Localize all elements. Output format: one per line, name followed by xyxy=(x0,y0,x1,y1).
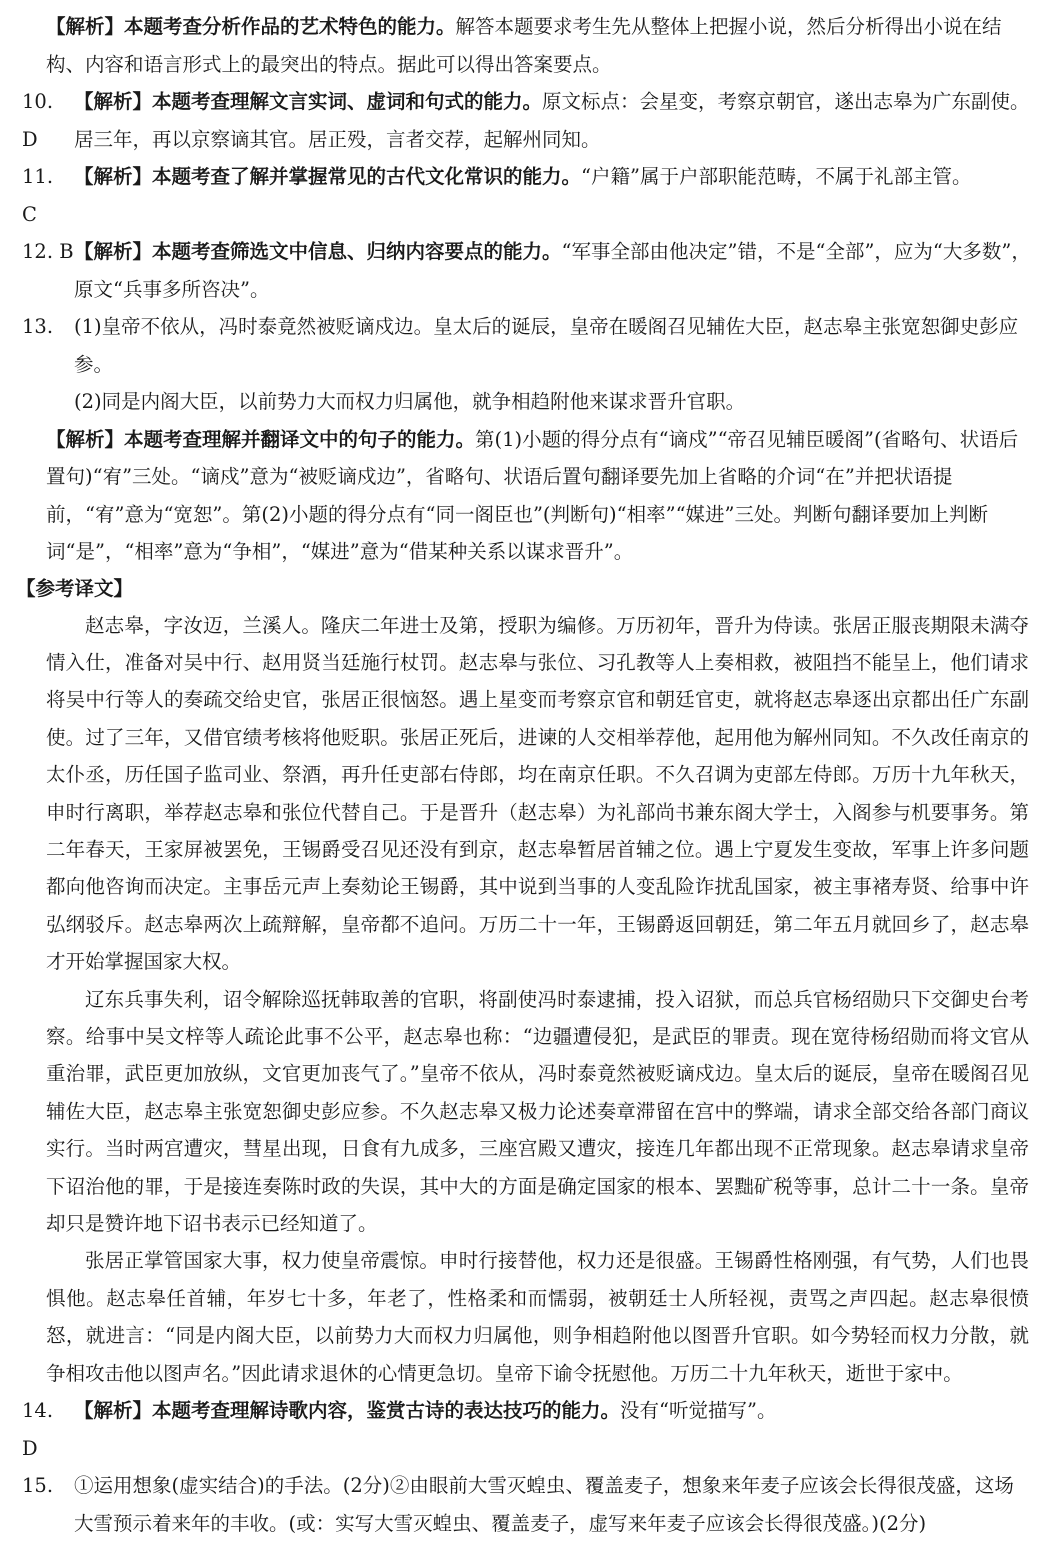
analysis-tag: 【解析】 xyxy=(74,240,153,263)
q9-analysis xyxy=(22,8,1033,83)
analysis-bold: 本题考查筛选文中信息、归纳内容要点的能力。 xyxy=(152,240,562,263)
question-body xyxy=(74,233,1033,308)
question-number: 14. D xyxy=(22,1399,54,1460)
analysis-text: 解答本题要求考生先从整体上把握小说，然后分析得出小说在结构、内容和语言形式上的最突出的特点。据此可以得出答案要点。 xyxy=(46,15,1002,76)
answer-part-1: (1)皇帝不依从，冯时泰竟然被贬谪戍边。皇太后的诞辰，皇帝在暖阁召见辅佐大臣，赵志皋主张宽恕御史彭应参。 xyxy=(74,315,1019,376)
question-15 xyxy=(22,1467,1033,1542)
question-body xyxy=(74,158,1033,196)
question-number: 15. xyxy=(22,1474,54,1498)
analysis-tag: 【解析】 xyxy=(46,15,125,38)
answer-part-2: (2)同是内阁大臣，以前势力大而权力归属他，就争相趋附他来谋求晋升官职。 xyxy=(74,390,746,413)
analysis-tag: 【解析】 xyxy=(74,165,153,188)
analysis-text: 原文标点：会星变，考察京朝官，遂出志皋为广东副使。居三年，再以京察谪其官。居正殁，言者交荐，起解州同知。 xyxy=(74,90,1030,151)
analysis-bold: 本题考查理解文言实词、虚词和句式的能力。 xyxy=(152,90,543,113)
question-10 xyxy=(22,83,1033,158)
question-number: 10. D xyxy=(22,90,54,151)
question-14 xyxy=(22,1392,1033,1467)
question-11 xyxy=(22,158,1033,233)
q13-analysis xyxy=(22,421,1033,571)
question-number: 12. B xyxy=(22,240,74,263)
translation-paragraph-2: 辽东兵事失利，诏令解除巡抚韩取善的官职，将副使冯时泰逮捕，投入诏狱，而总兵官杨绍勋只下交御史台考察。给事中吴文梓等人疏论此事不公平，赵志皋也称：“边疆遭侵犯，是武臣的罪责。现在宽待杨绍勋而将文官从重治罪，武臣更加放纵，文官更加丧气了。”皇帝不依从，冯时泰竟然被贬谪戍边。皇太后的诞辰，皇帝在暖阁召见辅佐大臣，赵志皋主张宽恕御史彭应参。不久赵志皋又极力论述奏章滞留在宫中的弊端，请求全部交给各部门商议实行。当时两宫遭灾，彗星出现，日食有九成多，三座宫殿又遭灾，接连几年都出现不正常现象。赵志皋请求皇帝下诏治他的罪，于是接连奏陈时政的失误，其中大的方面是确定国家的根本、罢黜矿税等事，总计二十一条。皇帝却只是赞许地下诏书表示已经知道了。 xyxy=(46,987,1029,1235)
analysis-text: 没有“听觉描写”。 xyxy=(620,1399,777,1423)
analysis-bold: 本题考查了解并掌握常见的古代文化常识的能力。 xyxy=(152,165,582,188)
analysis-tag: 【解析】 xyxy=(46,427,125,451)
translation-body xyxy=(22,607,1033,1393)
analysis-text: 第(1)小题的得分点有“谪戍”“帝召见辅臣暖阁”(省略句、状语后置句)“宥”三处。“谪戍”意为“被贬谪戍边”，省略句、状语后置句翻译要先加上省略的介词“在”并把状语提前，“宥”意为“宽恕”。第(2)小题的得分点有“同一阁臣也”(判断句)“相率”“媒进”三处。判断句翻译要加上判断词“是”，“相率”意为“争相”，“媒进”意为“借某种关系以谋求晋升”。 xyxy=(46,427,1019,563)
translation-paragraph-3: 张居正掌管国家大事，权力使皇帝震惊。申时行接替他，权力还是很盛。王锡爵性格刚强，有气势，人们也畏惧他。赵志皋任首辅，年岁七十多，年老了，性格柔和而懦弱，被朝廷士人所轻视，责骂之声四起。赵志皋很愤怒，就进言：“同是内阁大臣，以前势力大而权力归属他，则争相趋附他以图晋升官职。如今势轻而权力分散，就争相攻击他以图声名。”因此请求退休的心情更急切。皇帝下谕令抚慰他。万历二十九年秋天，逝世于家中。 xyxy=(46,1249,1029,1385)
analysis-bold: 本题考查理解诗歌内容，鉴赏古诗的表达技巧的能力。 xyxy=(152,1399,621,1423)
translation-title: 【参考译文】 xyxy=(16,576,134,600)
analysis-tag: 【解析】 xyxy=(74,90,153,113)
question-body xyxy=(74,1392,1033,1430)
analysis-bold: 本题考查理解并翻译文中的句子的能力。 xyxy=(124,427,476,451)
analysis-bold: 本题考查分析作品的艺术特色的能力。 xyxy=(124,15,456,38)
translation-paragraph-1: 赵志皋，字汝迈，兰溪人。隆庆二年进士及第，授职为编修。万历初年，晋升为侍读。张居正服丧期限未满夺情入仕，准备对吴中行、赵用贤当廷施行杖罚。赵志皋与张位、习孔教等人上奏相救，被阻挡不能呈上，他们请求将吴中行等人的奏疏交给史官，张居正很恼怒。遇上星变而考察京官和朝廷官吏，就将赵志皋逐出京都出任广东副使。过了三年，又借官绩考核将他贬职。张居正死后，进谏的人交相举荐他，起用他为解州同知。不久改任南京的太仆丞，历任国子监司业、祭酒，再升任吏部右侍郎，均在南京任职。不久召调为吏部左侍郎。万历十九年秋天，申时行离职，举荐赵志皋和张位代替自己。于是晋升（赵志皋）为礼部尚书兼东阁大学士，入阁参与机要事务。第二年春天，王家屏被罢免，王锡爵受召见还没有到京，赵志皋暂居首辅之位。遇上宁夏发生变故，军事上许多问题都向他咨询而决定。主事岳元声上奏劾论王锡爵，其中说到当事的人变乱险诈扰乱国家，被主事褚寿贤、给事中许弘纲驳斥。赵志皋两次上疏辩解，皇帝都不追问。万历二十一年，王锡爵返回朝廷，第二年五月就回乡了，赵志皋才开始掌握国家大权。 xyxy=(46,613,1029,974)
question-number: 11. C xyxy=(22,165,54,226)
question-13 xyxy=(22,308,1033,421)
question-12 xyxy=(22,233,1033,308)
question-number: 13. xyxy=(22,315,54,338)
question-body: ①运用想象(虚实结合)的手法。(2分)②由眼前大雪灭蝗虫、覆盖麦子，想象来年麦子应该会长得很茂盛，这场大雪预示着来年的丰收。(或：实写大雪灭蝗虫、覆盖麦子，虚写来年麦子应该会长得很茂盛。)(2分) xyxy=(74,1474,1014,1535)
analysis-tag: 【解析】 xyxy=(74,1399,153,1423)
question-body xyxy=(74,83,1033,158)
question-body xyxy=(74,308,1033,421)
analysis-text: “户籍”属于户部职能范畴，不属于礼部主管。 xyxy=(581,165,972,188)
analysis-text: “军事全部由他决定”错，不是“全部”，应为“大多数”，原文“兵事多所咨决”。 xyxy=(74,240,1031,301)
